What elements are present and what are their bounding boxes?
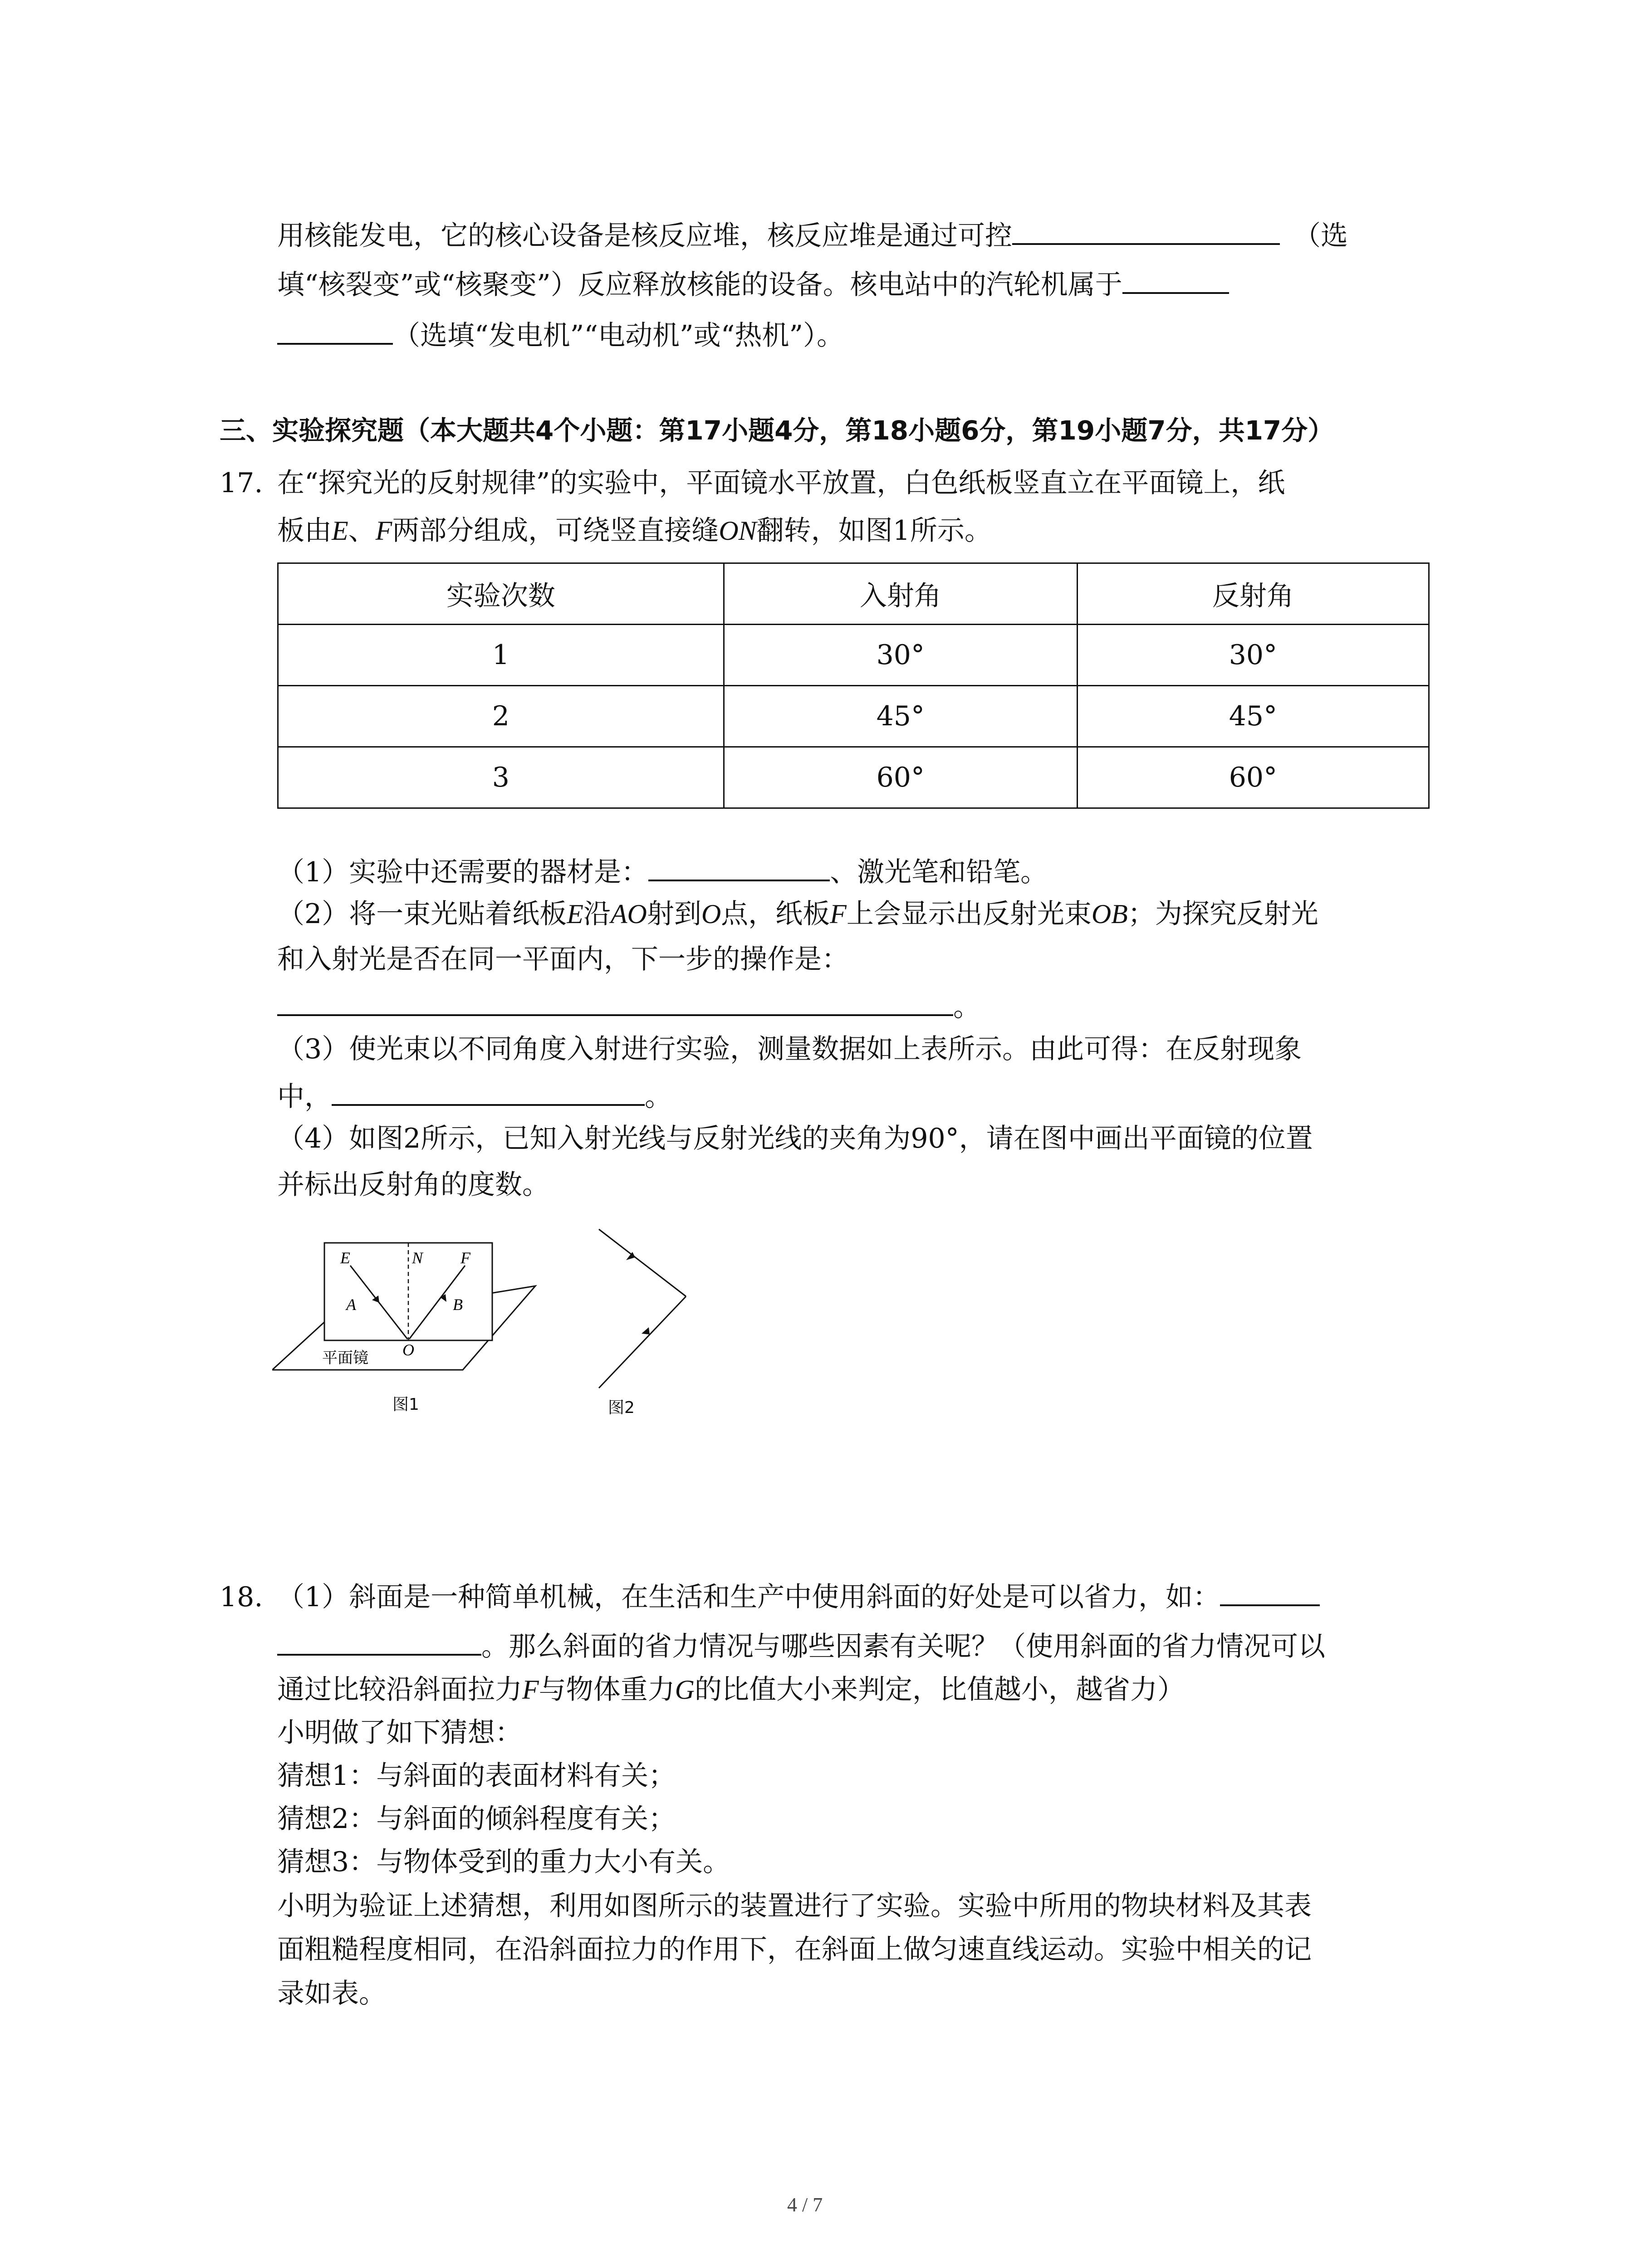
text: 沿 xyxy=(583,898,611,930)
q16-line3-text: （选填“发电机”“电动机”或“热机”）。 xyxy=(393,320,844,352)
q18-line2 xyxy=(277,1633,1325,1660)
table-cell: 3 xyxy=(278,747,724,808)
text: 上会显示出反射光束 xyxy=(846,898,1092,930)
text: ；为探究反射光 xyxy=(1127,898,1318,930)
q16-line1-text: 用核能发电，它的核心设备是核反应堆，核反应堆是通过可控 xyxy=(277,220,1012,252)
var-F: F xyxy=(830,899,847,929)
label-N: N xyxy=(412,1249,423,1267)
q17-part2-line3 xyxy=(277,993,980,1021)
q17-part3-line2 xyxy=(277,1081,672,1113)
q17-part3-line1: （3）使光束以不同角度入射进行实验，测量数据如上表所示。由此可得：在反射现象 xyxy=(277,1033,1302,1065)
table-row xyxy=(278,625,1429,686)
table-cell: 30° xyxy=(1077,625,1429,686)
q18-guess2: 猜想2：与斜面的倾斜程度有关； xyxy=(277,1803,676,1835)
answer-blank[interactable] xyxy=(1220,1604,1320,1606)
table-cell: 60° xyxy=(724,747,1077,808)
text: 中， xyxy=(277,1081,332,1113)
q17-intro-line2 xyxy=(277,515,992,547)
text: 点，纸板 xyxy=(721,898,830,930)
text: 板由 xyxy=(277,515,332,547)
var-E: E xyxy=(332,516,348,546)
q18-guess1: 猜想1：与斜面的表面材料有关； xyxy=(277,1760,676,1792)
q17-part1 xyxy=(277,856,1048,888)
q17-part2-line1 xyxy=(277,900,1318,928)
table-cell: 2 xyxy=(278,686,724,747)
text: 、激光笔和铅笔。 xyxy=(830,856,1048,888)
text: （2）将一束光贴着纸板 xyxy=(277,898,567,930)
reflection-data-table xyxy=(277,562,1430,809)
var-OB: OB xyxy=(1091,899,1128,929)
q18-number: 18. xyxy=(220,1581,263,1613)
table-row xyxy=(278,747,1429,808)
ray-lower xyxy=(599,1296,686,1388)
table-cell: 45° xyxy=(724,686,1077,747)
figure-2-caption: 图2 xyxy=(608,1398,635,1417)
ray-upper xyxy=(599,1229,686,1296)
text: 翻转，如图1所示。 xyxy=(756,515,992,547)
q18-line4: 小明做了如下猜想： xyxy=(277,1717,522,1749)
ray-lower-arrow-icon xyxy=(642,1327,650,1334)
figure-2-rays xyxy=(585,1225,703,1406)
q18-line8: 小明为验证上述猜想，利用如图所示的装置进行了实验。实验中所用的物块材料及其表 xyxy=(277,1890,1312,1922)
label-E: E xyxy=(340,1249,350,1267)
answer-blank[interactable] xyxy=(1122,292,1229,294)
var-F: F xyxy=(522,1675,539,1705)
table-header: 反射角 xyxy=(1077,563,1429,625)
label-F: F xyxy=(460,1249,470,1267)
label-O: O xyxy=(402,1341,414,1359)
q18-guess3: 猜想3：与物体受到的重力大小有关。 xyxy=(277,1846,730,1878)
q16-line3 xyxy=(277,320,844,352)
text: （1）斜面是一种简单机械，在生活和生产中使用斜面的好处是可以省力，如： xyxy=(277,1581,1220,1613)
figure-1-caption: 图1 xyxy=(392,1395,419,1414)
var-F: F xyxy=(375,516,392,546)
var-ON: ON xyxy=(719,516,757,546)
label-A: A xyxy=(346,1295,356,1314)
text: 。那么斜面的省力情况与哪些因素有关呢？（使用斜面的省力情况可以 xyxy=(481,1631,1325,1662)
answer-blank[interactable] xyxy=(648,879,830,881)
q16-line2-text: 填“核裂变”或“核聚变”）反应释放核能的设备。核电站中的汽轮机属于 xyxy=(277,269,1122,301)
section-heading: 三、实验探究题（本大题共4个小题：第17小题4分，第18小题6分，第19小题7分，共17分） xyxy=(220,415,1334,446)
text: 。 xyxy=(953,991,980,1023)
table-header: 实验次数 xyxy=(278,563,724,625)
mirror-label: 平面镜 xyxy=(322,1349,368,1367)
answer-blank[interactable] xyxy=(1012,243,1280,245)
q18-line9: 面粗糙程度相同，在沿斜面拉力的作用下，在斜面上做匀速直线运动。实验中相关的记 xyxy=(277,1934,1312,1965)
var-O: O xyxy=(701,899,721,929)
q17-part4-line1: （4）如图2所示，已知入射光线与反射光线的夹角为90°，请在图中画出平面镜的位置 xyxy=(277,1123,1313,1154)
table-cell: 45° xyxy=(1077,686,1429,747)
table-cell: 1 xyxy=(278,625,724,686)
q17-intro-line1: 在“探究光的反射规律”的实验中，平面镜水平放置，白色纸板竖直立在平面镜上，纸 xyxy=(277,467,1285,499)
var-G: G xyxy=(675,1675,695,1705)
text: 通过比较沿斜面拉力 xyxy=(277,1674,522,1706)
var-AO: AO xyxy=(610,899,647,929)
q16-line1 xyxy=(277,220,1348,252)
answer-blank[interactable] xyxy=(277,1653,481,1656)
var-E: E xyxy=(567,899,583,929)
q18-line1 xyxy=(277,1581,1320,1613)
table-row xyxy=(278,686,1429,747)
label-B: B xyxy=(453,1295,463,1314)
text: （1）实验中还需要的器材是： xyxy=(277,856,649,888)
table-cell: 60° xyxy=(1077,747,1429,808)
q17-part4-line2: 并标出反射角的度数。 xyxy=(277,1169,549,1201)
answer-blank[interactable] xyxy=(277,342,393,345)
answer-blank[interactable] xyxy=(277,1014,953,1016)
text: 的比值大小来判定，比值越小，越省力） xyxy=(695,1674,1185,1706)
text: 、 xyxy=(348,515,376,547)
text: 与物体重力 xyxy=(539,1674,675,1706)
text: 射到 xyxy=(647,898,701,930)
text: 两部分组成，可绕竖直接缝 xyxy=(392,515,719,547)
q18-line10: 录如表。 xyxy=(277,1978,386,2009)
answer-blank[interactable] xyxy=(332,1104,645,1106)
q16-line2 xyxy=(277,269,1229,301)
q16-line1-tail: （选 xyxy=(1293,220,1348,252)
q17-part2-line2: 和入射光是否在同一平面内，下一步的操作是： xyxy=(277,943,849,975)
text: 。 xyxy=(645,1081,672,1113)
q18-line3 xyxy=(277,1674,1185,1706)
table-header: 入射角 xyxy=(724,563,1077,625)
table-cell: 30° xyxy=(724,625,1077,686)
table-header-row xyxy=(278,563,1429,625)
page-number: 4 / 7 xyxy=(787,2194,823,2216)
q17-number: 17. xyxy=(220,467,263,499)
